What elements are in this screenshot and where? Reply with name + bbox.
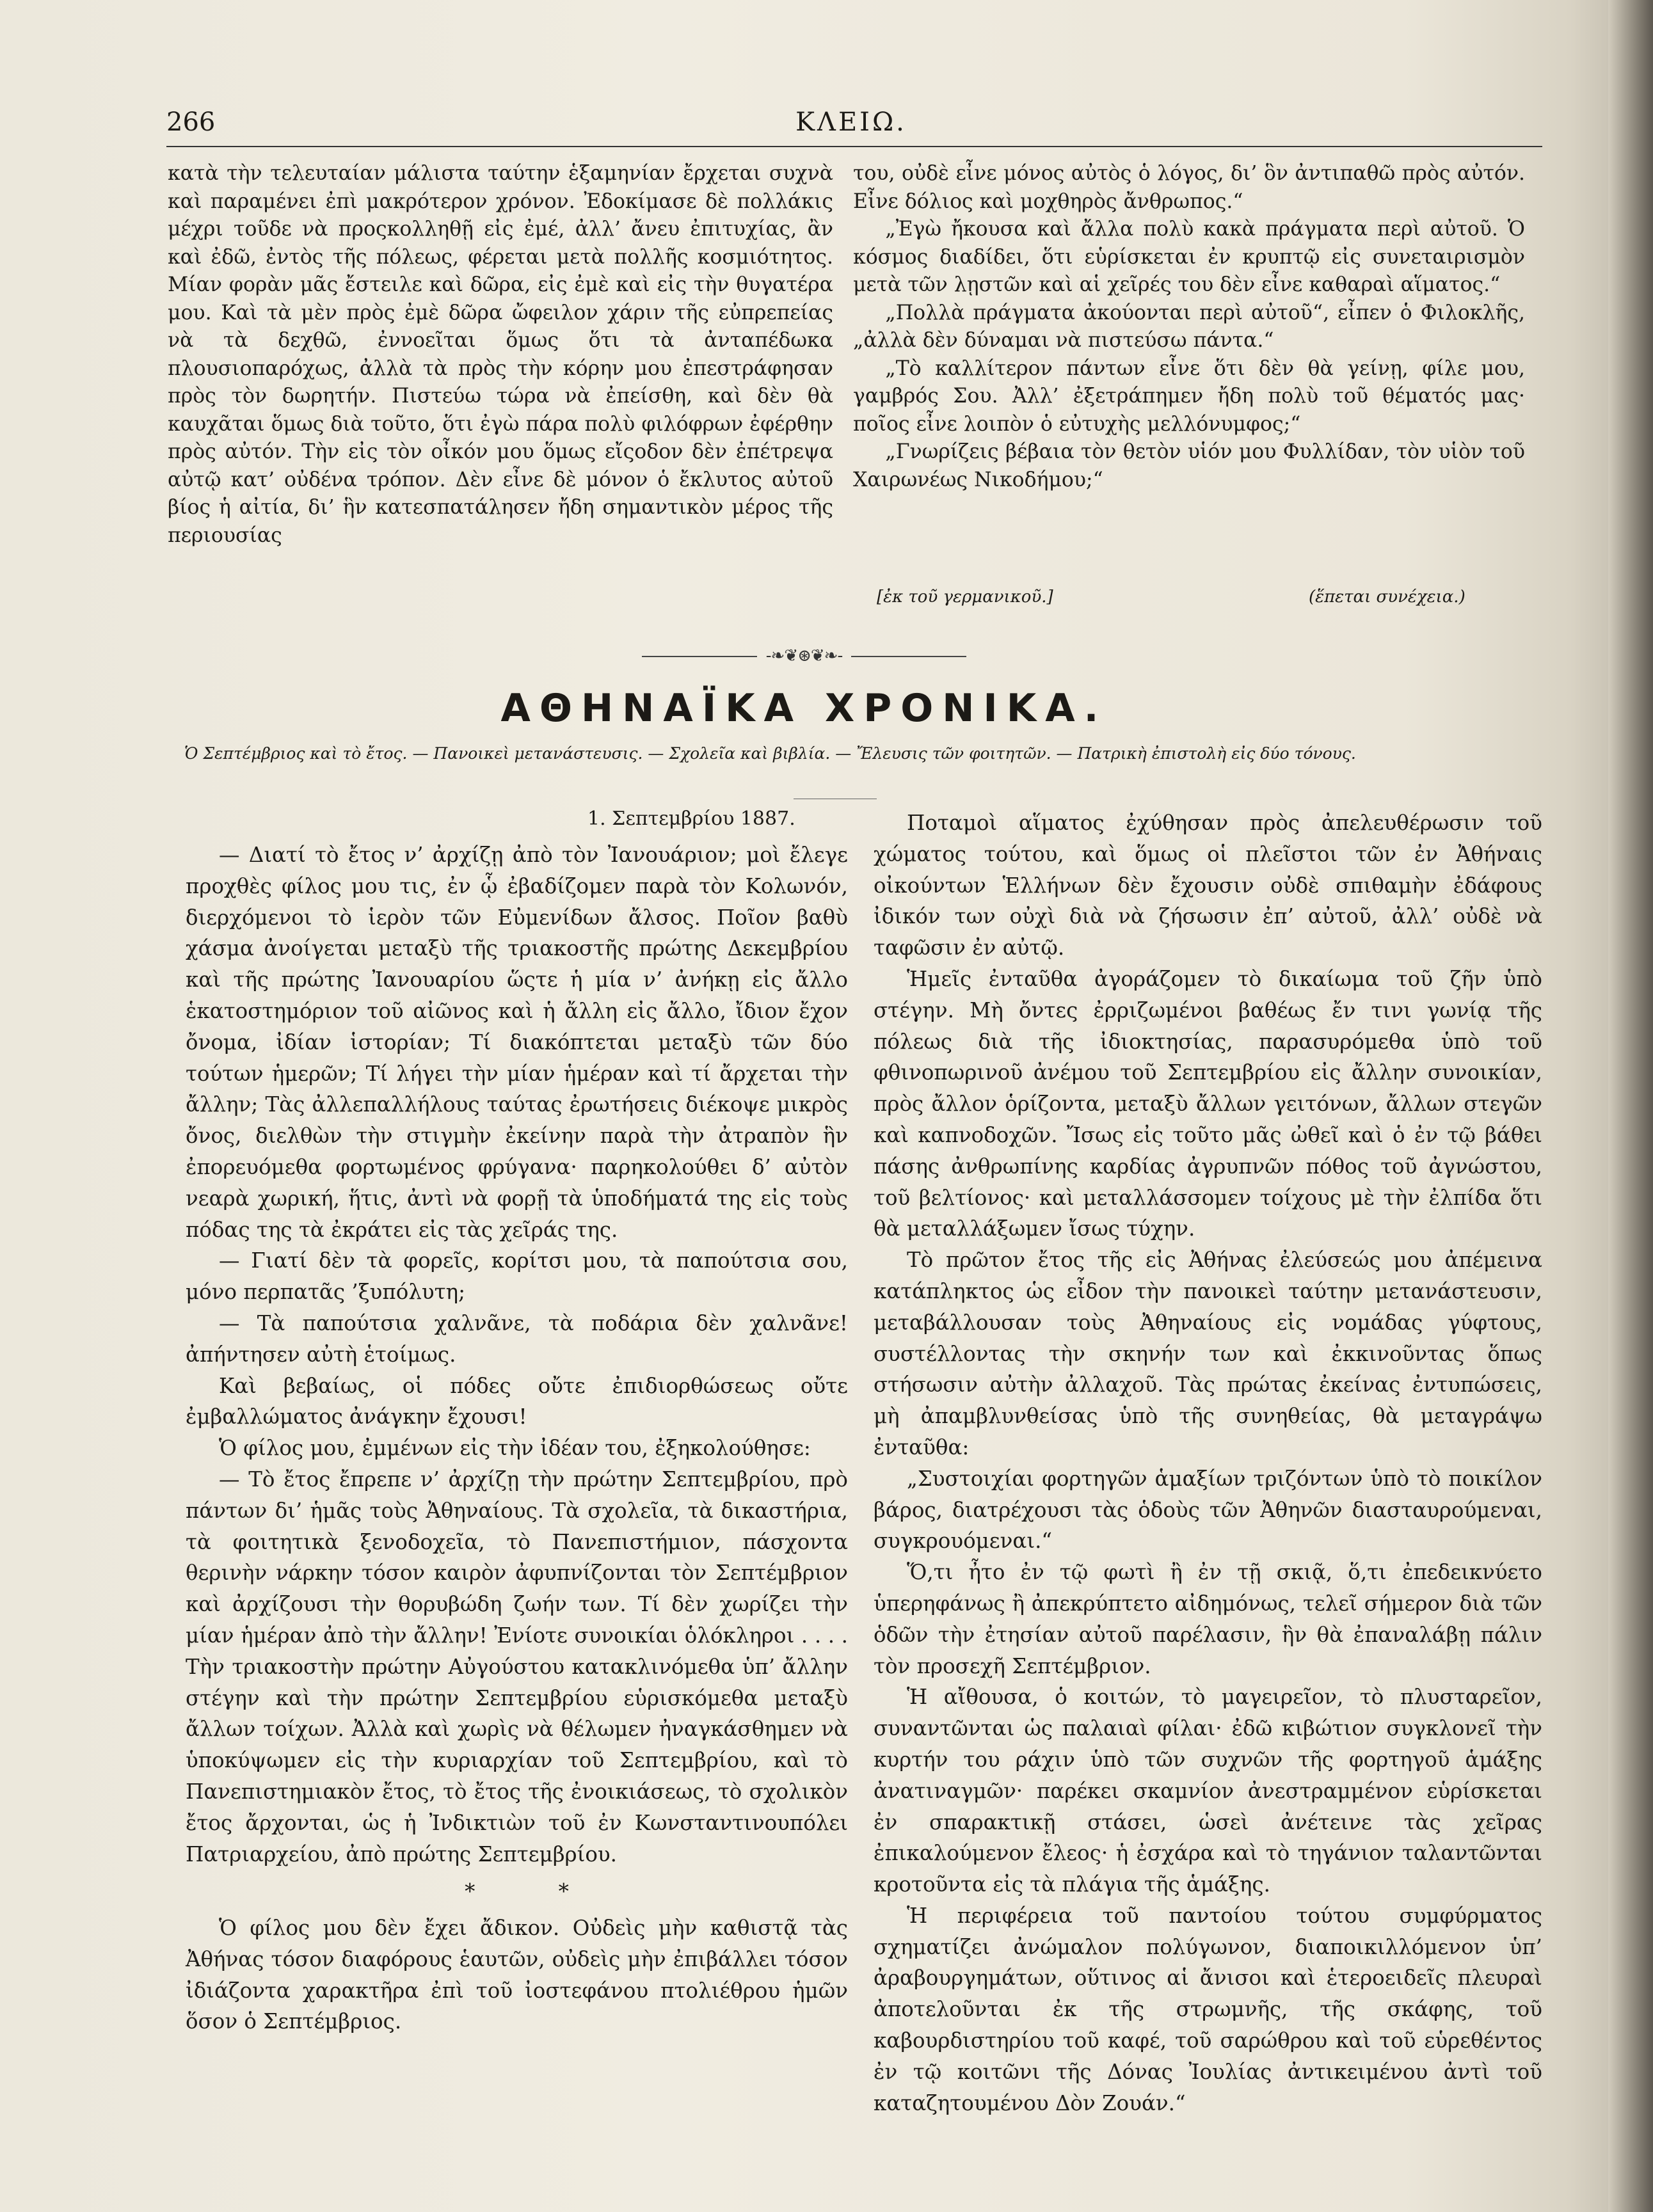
paragraph: κατὰ τὴν τελευταίαν μάλιστα ταύτην ἑξαμηνίαν ἔρχεται συχνὰ καὶ παραμένει ἐπὶ μακρότερον χρόνον. Ἐδοκίμασε δὲ πολλάκις μέχρι τοῦδε νὰ προςκολληθῇ εἰς ἐμέ, ἀλλ’ ἄνευ ἐπιτυχίας, ἂν καὶ ἐδῶ, ἐντὸς τῆς πόλεως, φέρεται μετὰ πολλῆς κοσμιότητος. Μίαν φορὰν μᾶς ἔστειλε καὶ δῶρα, εἰς ἐμὲ καὶ εἰς τὴν θυγατέρα μου. Καὶ τὰ μὲν πρὸς ἐμὲ δῶρα ὤφειλον χάριν τῆς εὐπρεπείας νὰ τὰ δεχθῶ, ἐννοεῖται ὅμως ὅτι τὰ ἀνταπέδωκα πλουσιοπαρόχως, ἀλλὰ τὰ πρὸς τὴν κόρην μου ἐπεστράφησαν πρὸς τὸν δωρητήν. Πιστεύω τώρα νὰ ἐπείσθη, καὶ δὲν θὰ καυχᾶται ὅμως διὰ τοῦτο, ὅτι ἐγὼ πάρα πολὺ φιλόφρων ἐφέρθην πρὸς αὐτόν. Τὴν εἰς τὸν οἶκόν μου ὅμως εἴςοδον δὲν ἐπέτρεψα αὐτῷ κατ’ οὐδένα τρόπον. Δὲν εἶνε δὲ μόνον ὁ ἔκλυτος αὐτοῦ βίος ἡ αἰτία, δι’ ἣν κατεσπατάλησεν ἤδη σημαντικὸν μέρος τῆς περιουσίας <box>168 162 833 547</box>
paragraph: „Τὸ καλλίτερον πάντων εἶνε ὅτι δὲν θὰ γείνῃ, φίλε μου, γαμβρός Σου. Ἀλλ’ ἐξετράπημεν ἤδη πολὺ τοῦ θέματός μας· ποῖος εἶνε λοιπὸν ὁ εὐτυχὴς μελλόνυμφος;“ <box>853 356 1525 436</box>
paragraph: του, οὐδὲ εἶνε μόνος αὐτὸς ὁ λόγος, δι’ ὃν ἀντιπαθῶ πρὸς αὐτόν. Εἶνε δόλιος καὶ μοχθηρὸς ἄνθρωπος.“ <box>853 162 1525 213</box>
ornament-rule-left <box>642 656 757 657</box>
bottom-left-column <box>186 839 848 2037</box>
paragraph: Ποταμοὶ αἵματος ἐχύθησαν πρὸς ἀπελευθέρωσιν τοῦ χώματος τούτου, καὶ ὅμως οἱ πλεῖστοι τῶν ἐν Ἀθήναις οἰκούντων Ἑλλήνων δὲν ἔχουσιν οὐδὲ σπιθαμὴν ἐδάφους ἰδικόν των οὐχὶ διὰ νὰ ζήσωσιν ἐπ’ αὐτοῦ, ἀλλ’ οὐδὲ νὰ ταφῶσιν ἐν αὐτῷ. <box>874 811 1542 960</box>
ornament-glyphs: -❧❦⊛❦❧- <box>765 646 843 665</box>
header-rule <box>166 146 1542 147</box>
star: * <box>465 1879 475 1904</box>
paragraph: — Τὰ παπούτσια χαλνᾶνε, τὰ ποδάρια δὲν χαλνᾶνε! ἀπήντησεν αὐτὴ ἑτοίμως. <box>186 1310 848 1367</box>
section-title: ΑΘΗΝΑΪΚΑ ΧΡΟΝΙΚΑ. <box>500 686 1108 731</box>
bottom-right-column <box>874 808 1542 2119</box>
paragraph: „Συστοιχίαι φορτηγῶν ἁμαξίων τριζόντων ὑπὸ τὸ ποικίλον βάρος, διατρέχουσι τὰς ὁδοὺς τῶν Ἀθηνῶν διασταυρούμεναι, συγκρουόμεναι.“ <box>874 1466 1542 1554</box>
paragraph: — Τὸ ἔτος ἔπρεπε ν’ ἀρχίζῃ τὴν πρώτην Σεπτεμβρίου, πρὸ πάντων δι’ ἡμᾶς τοὺς Ἀθηναίους. Τὰ σχολεῖα, τὰ δικαστήρια, τὰ φοιτητικὰ ξενοδοχεῖα, τὸ Πανεπιστήμιον, πάσχοντα θερινὴν νάρκην τόσον καιρὸν ἀφυπνίζονται τὸν Σεπτέμβριον καὶ ἀρχίζουσι τὴν θορυβώδη ζωήν των. Τί δὲν χωρίζει τὴν μίαν ἡμέραν ἀπὸ τὴν ἄλλην! Ἐνίοτε συνοικίαι ὁλόκληροι . . . . Τὴν τριακοστὴν πρώτην Αὐγούστου κατακλινόμεθα ὑπ’ ἄλλην στέγην καὶ τὴν πρώτην Σεπτεμβρίου εὑρισκόμεθα μεταξὺ ἄλλων τοίχων. Ἀλλὰ καὶ χωρὶς νὰ θέλωμεν ἠναγκάσθημεν νὰ ὑποκύψωμεν εἰς τὴν κυριαρχίαν τοῦ Σεπτεμβρίου, καὶ τὸ Πανεπιστημιακὸν ἔτος, τὸ ἔτος τῆς ἐνοικιάσεως, τὸ σχολικὸν ἔτος ἄρχονται, ὡς ἡ Ἰνδικτιὼν τοῦ ἐν Κωνσταντινουπόλει Πατριαρχείου, ἀπὸ πρώτης Σεπτεμβρίου. <box>186 1467 848 1866</box>
section-subtitle: Ὁ Σεπτέμβριος καὶ τὸ ἔτος. — Πανοικεὶ μετανάστευσις. — Σχολεῖα καὶ βιβλία. — Ἔλευσις τῶν φοιτητῶν. — Πατρικὴ ἐπιστολὴ εἰς δύο τόνους. <box>184 744 1356 763</box>
continued-note: (ἕπεται συνέχεια.) <box>1309 587 1465 607</box>
paragraph: „Πολλὰ πράγματα ἀκούονται περὶ αὐτοῦ“, εἶπεν ὁ Φιλοκλῆς, „ἀλλὰ δὲν δύναμαι νὰ πιστεύσω πάντα.“ <box>853 301 1525 352</box>
star: * <box>558 1879 569 1904</box>
paragraph: Ὁ φίλος μου δὲν ἔχει ἄδικον. Οὐδεὶς μὴν καθιστᾷ τὰς Ἀθήνας τόσον διαφόρους ἑαυτῶν, οὐδεὶς μὴν ἐπιβάλλει τόσον ἰδιάζοντα χαρακτῆρα ἐπὶ τοῦ ἰοστεφάνου πτολιέθρου ἡμῶν ὅσον ὁ Σεπτέμβριος. <box>186 1916 848 2034</box>
paragraph: Ἡμεῖς ἐνταῦθα ἀγοράζομεν τὸ δικαίωμα τοῦ ζῆν ὑπὸ στέγην. Μὴ ὄντες ἐρριζωμένοι βαθέως ἔν τινι γωνίᾳ τῆς πόλεως διὰ τῆς ἰδιοκτησίας, παρασυρόμεθα ὑπὸ τοῦ φθινοπωρινοῦ ἀνέμου τοῦ Σεπτεμβρίου εἰς ἄλλην συνοικίαν, πρὸς ἄλλον ὁρίζοντα, μεταξὺ ἄλλων γειτόνων, ἄλλων στεγῶν καὶ καπνοδοχῶν. Ἴσως εἰς τοῦτο μᾶς ὠθεῖ καὶ ὁ ἐν τῷ βάθει πάσης ἀνθρωπίνης καρδίας ἀγρυπνῶν πόθος τοῦ ἀγνώστου, τοῦ βελτίονος· καὶ μεταλλάσσομεν τοίχους μὲ τὴν ἐλπίδα ὅτι θὰ μεταλλάξωμεν ἴσως τύχην. <box>874 966 1542 1241</box>
paragraph: Ἡ αἴθουσα, ὁ κοιτών, τὸ μαγειρεῖον, τὸ πλυσταρεῖον, συναντῶνται ὡς παλαιαὶ φίλαι· ἐδῶ κιβώτιον συγκλονεῖ τὴν κυρτήν του ράχιν ὑπὸ τῶν συχνῶν τῆς φορτηγοῦ ἁμάξης ἀνατιναγμῶν· παρέκει σκαμνίον ἀνεστραμμένον εὑρίσκεται ἐν σπαρακτικῇ στάσει, ὡσεὶ ἀνέτεινε τὰς χεῖρας ἐπικαλούμενον ἔλεος· ἡ ἐσχάρα καὶ τὸ τηγάνιον ταλαντῶνται κροτοῦντα εἰς τὰ πλάγια τῆς ἁμάξης. <box>874 1685 1542 1897</box>
paragraph: — Γιατί δὲν τὰ φορεῖς, κορίτσι μου, τὰ παπούτσια σου, μόνο περπατᾶς ’ξυπόλυτη; <box>186 1248 848 1305</box>
paragraph: — Διατί τὸ ἔτος ν’ ἀρχίζῃ ἀπὸ τὸν Ἰανουάριον; μοὶ ἔλεγε προχθὲς φίλος μου τις, ἐν ᾧ ἐβαδίζομεν παρὰ τὸν Κολωνόν, διερχόμενοι τὸ ἱερὸν τῶν Εὐμενίδων ἄλσος. Ποῖον βαθὺ χάσμα ἀνοίγεται μεταξὺ τῆς τριακοστῆς πρώτης Δεκεμβρίου καὶ τῆς πρώτης Ἰανουαρίου ὥςτε ἡ μία ν’ ἀνήκῃ εἰς ἄλλο ἑκατοστημόριον τοῦ αἰῶνος καὶ ἡ ἄλλη εἰς ἄλλο, ἴδιον ἔχον ὄνομα, ἰδίαν ἱστορίαν; Τί διακόπτεται μεταξὺ τῶν δύο τούτων ἡμερῶν; Τί λήγει τὴν μίαν ἡμέραν καὶ τί ἄρχεται τὴν ἄλλην; Τὰς ἀλλεπαλλήλους ταύτας ἐρωτήσεις διέκοψε μικρὸς ὄνος, διελθὼν τὴν στιγμὴν ἐκείνην παρὰ τὴν ἀτραπὸν ἣν ἐπορευόμεθα φορτωμένος φρύγανα· παρηκολούθει δ’ αὐτὸν νεαρὰ χωρική, ἥτις, ἀντὶ νὰ φορῇ τὰ ὑποδήματά της εἰς τοὺς πόδας της τὰ ἐκράτει εἰς τὰς χεῖράς της. <box>186 843 848 1242</box>
page-number: 266 <box>166 107 216 137</box>
section-break-stars <box>186 1876 848 1907</box>
paragraph: „Γνωρίζεις βέβαια τὸν θετὸν υἱόν μου Φυλλίδαν, τὸν υἱὸν τοῦ Χαιρωνέως Νικοδήμου;“ <box>853 440 1525 491</box>
paragraph: Ὁ φίλος μου, ἐμμένων εἰς τὴν ἰδέαν του, ἐξηκολούθησε: <box>219 1436 811 1461</box>
page-header <box>166 107 1536 146</box>
source-note: [ἐκ τοῦ γερμανικοῦ.] <box>877 587 1053 607</box>
paragraph: Ἡ περιφέρεια τοῦ παντοίου τούτου συμφύρματος σχηματίζει ἀνώμαλον πολύγωνον, διαποικιλλόμενον ὑπ’ ἀραβουργημάτων, οὕτινος αἱ ἄνισοι καὶ ἑτεροειδεῖς πλευραὶ ἀποτελοῦνται ἐκ τῆς στρωμνῆς, τῆς σκάφης, τοῦ καβουρδιστηρίου τοῦ καφέ, τοῦ σαρώθρου καὶ τοῦ εὑρεθέντος ἐν τῷ κοιτῶνι τῆς Δόνας Ἰουλίας ἀντικειμένου ἀντὶ τοῦ καταζητουμένου Δὸν Ζουάν.“ <box>874 1903 1542 2115</box>
top-left-column <box>168 160 833 550</box>
section-ornament <box>0 646 1608 665</box>
paragraph: Ὅ,τι ἦτο ἐν τῷ φωτὶ ἢ ἐν τῇ σκιᾷ, ὅ,τι ἐπεδεικνύετο ὑπερηφάνως ἢ ἀπεκρύπτετο αἰδημόνως, τελεῖ σήμερον διὰ τῶν ὁδῶν τὴν ἐτησίαν αὐτοῦ παρέλασιν, ἣν θὰ ἐπαναλάβῃ πάλιν τὸν προσεχῆ Σεπτέμβριον. <box>874 1560 1542 1678</box>
ornament-rule-right <box>851 656 966 657</box>
paragraph: Τὸ πρῶτον ἔτος τῆς εἰς Ἀθήνας ἐλεύσεώς μου ἀπέμεινα κατάπληκτος ὡς εἶδον τὴν πανοικεὶ ταύτην μετανάστευσιν, μεταβάλλουσαν τοὺς Ἀθηναίους εἰς νομάδας γύφτους, συστέλλοντας τὴν σκηνήν των καὶ ἐκκινοῦντας ὅπως στήσωσιν αὐτὴν ἀλλαχοῦ. Τὰς πρώτας ἐκείνας ἐντυπώσεις, μὴ ἀπαμβλυνθείσας ὑπὸ τῆς συνηθείας, θὰ μεταγράψω ἐνταῦθα: <box>874 1248 1542 1460</box>
running-head: ΚΛΕΙΩ. <box>795 107 907 137</box>
paragraph: „Ἐγὼ ἤκουσα καὶ ἄλλα πολὺ κακὰ πράγματα περὶ αὐτοῦ. Ὁ κόσμος διαδίδει, ὅτι εὑρίσκεται ἐν κρυπτῷ εἰς συνεταιρισμὸν μετὰ τῶν λῃστῶν καὶ αἱ χεῖρές του δὲν εἶνε καθαραὶ αἵματος.“ <box>853 218 1525 296</box>
book-binding-shadow <box>1608 0 1653 2212</box>
paragraph: Καὶ βεβαίως, οἱ πόδες οὔτε ἐπιδιορθώσεως οὔτε ἐμβαλλώματος ἀνάγκην ἔχουσι! <box>186 1373 848 1429</box>
top-right-column <box>853 160 1525 494</box>
dateline: 1. Σεπτεμβρίου 1887. <box>587 808 795 830</box>
